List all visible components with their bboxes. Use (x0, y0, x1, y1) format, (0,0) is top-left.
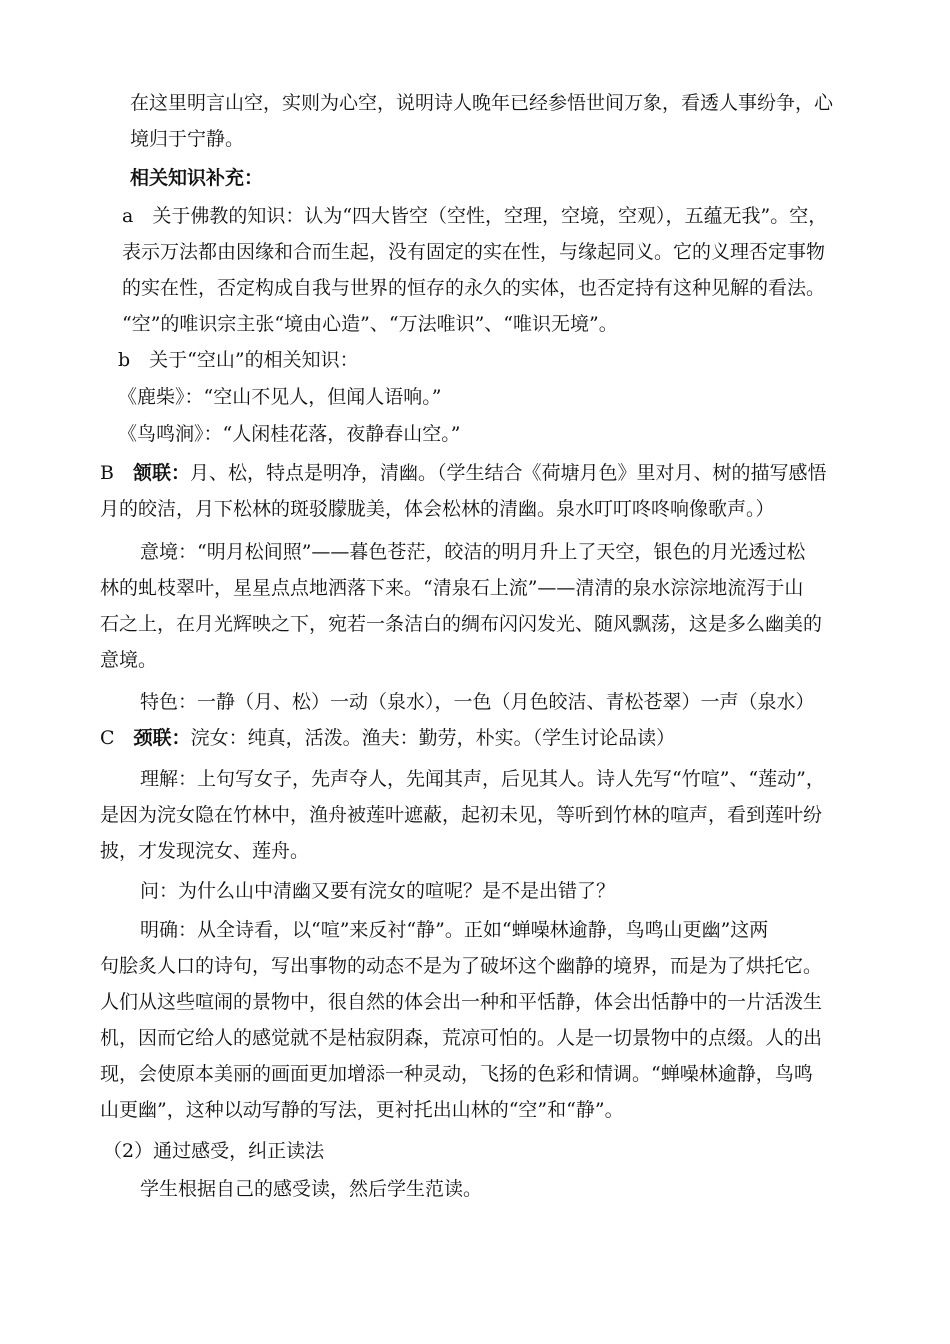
item-prefix: C (100, 727, 134, 749)
item-text: 月、松，特点是明净，清幽。（学生结合《荷塘月色》里对月、树的描写感悟 (189, 462, 827, 484)
text-line: 句脍炙人口的诗句，写出事物的动态不是为了破坏这个幽静的境界，而是为了烘托它。 (100, 955, 823, 977)
text-line: 表示万法都由因缘和合而生起，没有固定的实在性，与缘起同义。它的义理否定事物 (122, 241, 826, 263)
text-line: 是因为浣女隐在竹林中，渔舟被莲叶遮蔽，起初未见，等听到竹林的喧声，看到莲叶纷 (100, 804, 823, 826)
text-line: 机，因而它给人的感觉就不是枯寂阴森，荒凉可怕的。人是一切景物中的点缀。人的出 (100, 1027, 823, 1049)
text-line: 《鹿柴》：“空山不见人，但闻人语响。” (118, 386, 442, 408)
text-line: 意境。 (100, 649, 158, 671)
text-line: 《鸟鸣涧》：“人闲桂花落，夜静春山空。” (118, 423, 461, 445)
text-line: 林的虬枝翠叶，星星点点地洒落下来。“清泉石上流”——清清的泉水淙淙地流泻于山 (100, 577, 804, 599)
text-line: 在这里明言山空，实则为心空，说明诗人晚年已经参悟世间万象，看透人事纷争，心 (130, 92, 834, 114)
text-line: 山更幽”，这种以动写静的写法，更衬托出山林的“空”和“静”。 (100, 1099, 624, 1121)
text-line: 披，才发现浣女、莲舟。 (100, 840, 310, 862)
text-line: 人们从这些喧闹的景物中，很自然的体会出一种和平恬静，体会出恬静中的一片活泼生 (100, 991, 823, 1013)
text-line: 意境：“明月松间照”——暮色苍茫，皎洁的明月升上了天空，银色的月光透过松 (140, 541, 806, 563)
text-line: 问：为什么山中清幽又要有浣女的喧呢？是不是出错了？ (140, 880, 616, 902)
text-line: （2）通过感受，纠正读法 (103, 1140, 325, 1162)
item-text: 浣女：纯真，活泼。渔夫：勤劳，朴实。（学生讨论品读） (190, 727, 676, 749)
text-line: “空”的唯识宗主张“境由心造”、“万法唯识”、“唯识无境”。 (122, 313, 618, 335)
text-line: 明确：从全诗看，以“喧”来反衬“静”。正如“蝉噪林逾静，鸟鸣山更幽”这两 (140, 919, 769, 941)
text-line: a 关于佛教的知识：认为“四大皆空（空性，空理，空境，空观），五蕴无我”。空， (122, 205, 828, 227)
text-line: 石之上，在月光辉映之下，宛若一条洁白的绸布闪闪发光、随风飘荡，这是多么幽美的 (100, 613, 823, 635)
text-line: 理解：上句写女子，先声夺人，先闻其声，后见其人。诗人先写“竹喧”、“莲动”， (140, 768, 825, 790)
text-line: 境归于宁静。 (130, 128, 245, 150)
text-line (100, 460, 827, 486)
text-line: 月的皎洁，月下松林的斑驳朦胧美，体会松林的清幽。泉水叮叮咚咚响像歌声。） (100, 498, 775, 520)
text-line: b 关于“空山”的相关知识： (118, 349, 359, 371)
item-prefix: B (100, 462, 133, 484)
text-line: 现，会使原本美丽的画面更加增添一种灵动，飞扬的色彩和情调。“蝉噪林逾静，鸟鸣 (100, 1063, 813, 1085)
section-heading: 相关知识补充： (130, 167, 264, 189)
text-line: 学生根据自己的感受读，然后学生范读。 (140, 1178, 483, 1200)
item-heading: 颈联： (133, 727, 191, 749)
text-line: 特色：一静（月、松）一动（泉水），一色（月色皎洁、青松苍翠）一声（泉水） (140, 691, 815, 713)
item-heading: 颔联： (132, 462, 190, 484)
text-line (100, 725, 675, 751)
text-line: 的实在性，否定构成自我与世界的恒存的永久的实体，也否定持有这种见解的看法。 (122, 277, 826, 299)
